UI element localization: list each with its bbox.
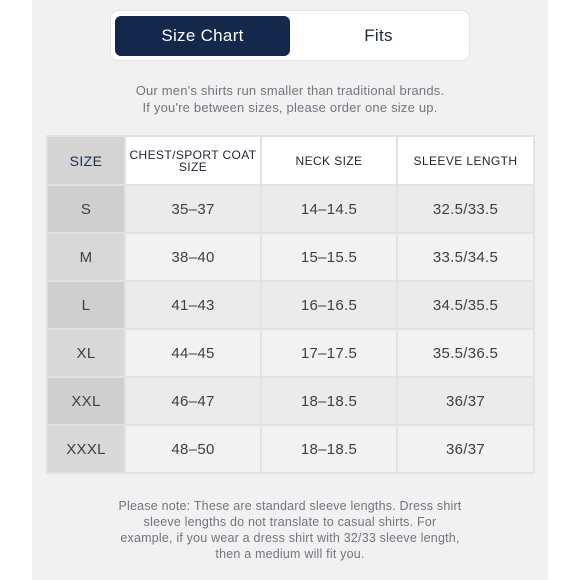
sleeve-cell: 34.5/35.5 (397, 281, 534, 329)
intro-line: Our men's shirts run smaller than traditional brands. (135, 83, 445, 98)
size-cell: XXL (47, 377, 125, 425)
size-cell: L (47, 281, 125, 329)
chest-cell: 46–47 (125, 377, 261, 425)
note-line: example, if you wear a dress shirt with 32/33 sleeve length, (120, 531, 460, 545)
table-row (47, 281, 534, 329)
header-chest (125, 136, 261, 185)
sleeve-cell: 36/37 (397, 377, 534, 425)
table-row (47, 425, 534, 473)
size-cell: M (47, 233, 125, 281)
size-chart-table (46, 135, 535, 474)
chest-cell: 35–37 (125, 185, 261, 233)
tab-fits[interactable]: Fits (364, 26, 393, 45)
chest-cell: 38–40 (125, 233, 261, 281)
neck-cell: 16–16.5 (261, 281, 397, 329)
header-neck: NECK SIZE (261, 136, 397, 185)
note-line: then a medium will fit you. (215, 547, 365, 561)
note-line: Please note: These are standard sleeve lengths. Dress shirt (118, 499, 462, 513)
table-row (47, 329, 534, 377)
chest-cell: 48–50 (125, 425, 261, 473)
neck-cell: 18–18.5 (261, 425, 397, 473)
sleeve-cell: 35.5/36.5 (397, 329, 534, 377)
table-row (47, 377, 534, 425)
sleeve-note (100, 498, 480, 562)
table-row (47, 185, 534, 233)
tab-size-chart[interactable]: Size Chart (115, 16, 290, 56)
header-size: SIZE (47, 136, 125, 185)
header-chest-line: SIZE (178, 159, 208, 174)
neck-cell: 17–17.5 (261, 329, 397, 377)
sleeve-cell: 33.5/34.5 (397, 233, 534, 281)
chest-cell: 44–45 (125, 329, 261, 377)
header-chest-line: CHEST/SPORT COAT (129, 147, 257, 162)
neck-cell: 18–18.5 (261, 377, 397, 425)
intro-line: If you're between sizes, please order one size up. (142, 100, 438, 115)
neck-cell: 14–14.5 (261, 185, 397, 233)
table-header-row (47, 136, 534, 185)
note-line: sleeve lengths do not translate to casual shirts. For (143, 515, 437, 529)
size-cell: S (47, 185, 125, 233)
header-sleeve: SLEEVE LENGTH (397, 136, 534, 185)
view-toggle (110, 10, 470, 61)
size-cell: XL (47, 329, 125, 377)
size-cell: XXXL (47, 425, 125, 473)
sleeve-cell: 32.5/33.5 (397, 185, 534, 233)
sleeve-cell: 36/37 (397, 425, 534, 473)
intro-text (32, 82, 548, 116)
chest-cell: 41–43 (125, 281, 261, 329)
neck-cell: 15–15.5 (261, 233, 397, 281)
table-row (47, 233, 534, 281)
